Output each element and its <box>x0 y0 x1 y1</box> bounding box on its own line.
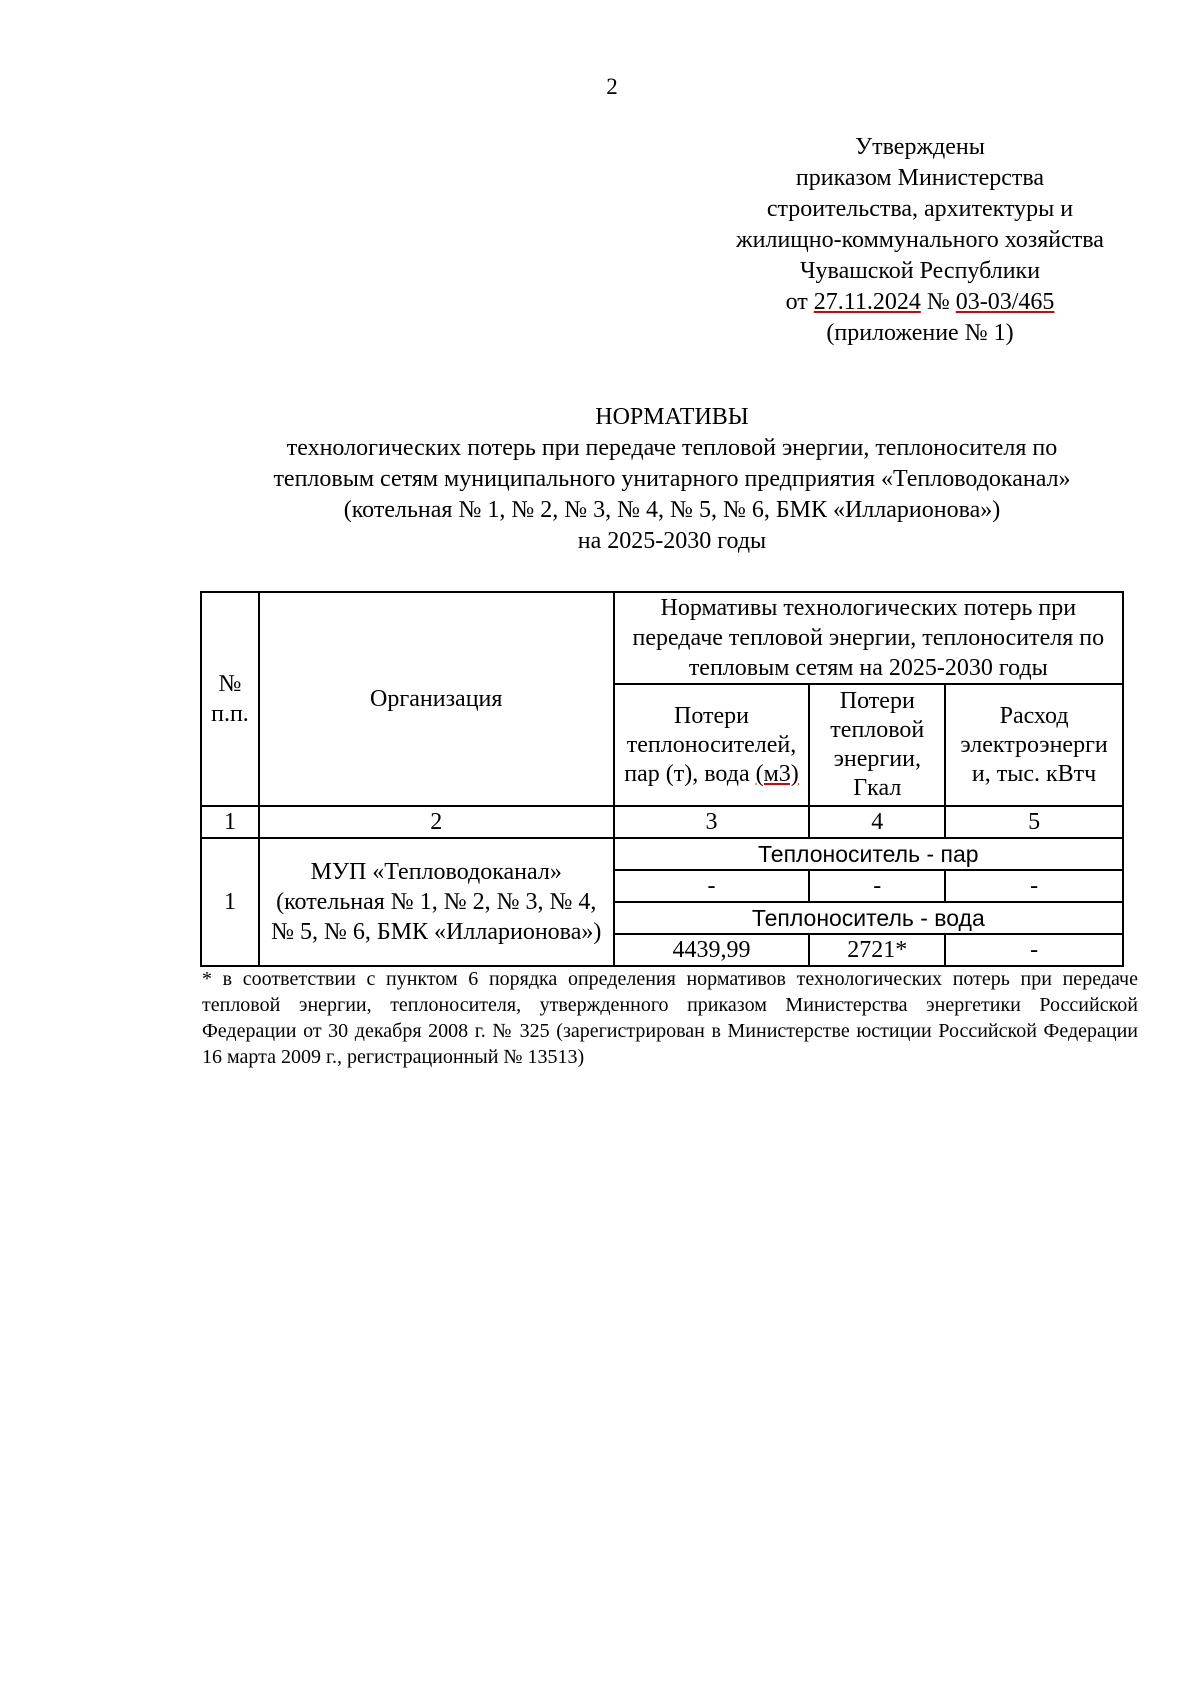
header-group: Нормативы технологических потерь при передаче тепловой энергии, теплоносителя по тепловым сетям на 2025-2030 годы <box>614 592 1123 684</box>
header-no: № п.п. <box>201 592 259 806</box>
column-number: 1 <box>201 806 259 838</box>
title-line-1: технологических потерь при передаче тепловой энергии, теплоносителя по <box>286 435 1058 461</box>
water-value: 2721* <box>809 934 945 966</box>
date-prefix: от <box>785 289 808 315</box>
approval-date-line <box>660 287 1180 318</box>
appendix-label: (приложение № 1) <box>826 320 1014 346</box>
water-value: - <box>945 934 1123 966</box>
title-line-3: (котельная № 1, № 2, № 3, № 4, № 5, № 6, БМК «Илларионова») <box>343 497 1001 523</box>
header-organization: Организация <box>259 592 614 806</box>
column-number: 2 <box>259 806 614 838</box>
page-number: 2 <box>606 74 618 99</box>
steam-label: Теплоноситель - пар <box>614 838 1123 870</box>
header-col-3 <box>614 684 810 806</box>
header-col-3-text: Потери теплоносителей, пар (т), вода <box>624 702 797 787</box>
title-line-4: на 2025-2030 годы <box>577 528 767 554</box>
approval-date: 27.11.2024 <box>813 289 921 315</box>
norms-table <box>200 591 1124 967</box>
approval-number: 03-03/465 <box>955 289 1055 315</box>
water-label: Теплоноситель - вода <box>614 902 1123 934</box>
column-number: 3 <box>614 806 810 838</box>
approval-line-3: строительства, архитектуры и <box>766 196 1074 222</box>
header-col-4: Потери тепловой энергии, Гкал <box>809 684 945 806</box>
steam-value: - <box>945 870 1123 902</box>
approval-line-5: Чувашской Республики <box>799 258 1041 284</box>
header-col-5: Расход электроэнерги и, тыс. кВтч <box>945 684 1123 806</box>
steam-value: - <box>614 870 810 902</box>
number-prefix: № <box>926 289 950 315</box>
document-heading: НОРМАТИВЫ <box>595 404 749 430</box>
title-line-2: тепловым сетям муниципального унитарного предприятия «Тепловодоканал» <box>273 466 1071 492</box>
column-number: 4 <box>809 806 945 838</box>
water-value: 4439,99 <box>614 934 810 966</box>
approval-line-4: жилищно-коммунального хозяйства <box>736 227 1104 253</box>
row-number: 1 <box>201 838 259 966</box>
approval-line-1: Утверждены <box>855 134 985 160</box>
approval-block <box>660 132 1180 349</box>
column-number: 5 <box>945 806 1123 838</box>
footnote: * в соответствии с пунктом 6 порядка определения нормативов технологических потерь при передаче тепловой энергии, теплоносителя, утвержденного приказом Министерства энергетики Российской Федерации от 30 декабря 2008 г. № 325 (зарегистрирован в Министерстве юстиции Российской Федерации 16 марта 2009 г., регистрационный № 13513) <box>202 968 1138 1068</box>
approval-line-2: приказом Министерства <box>795 165 1045 191</box>
header-col-3-unit: (м3) <box>755 760 799 787</box>
title-block <box>160 402 1184 557</box>
row-organization: МУП «Тепловодоканал» (котельная № 1, № 2, № 3, № 4, № 5, № 6, БМК «Илларионова») <box>259 838 614 966</box>
steam-value: - <box>809 870 945 902</box>
